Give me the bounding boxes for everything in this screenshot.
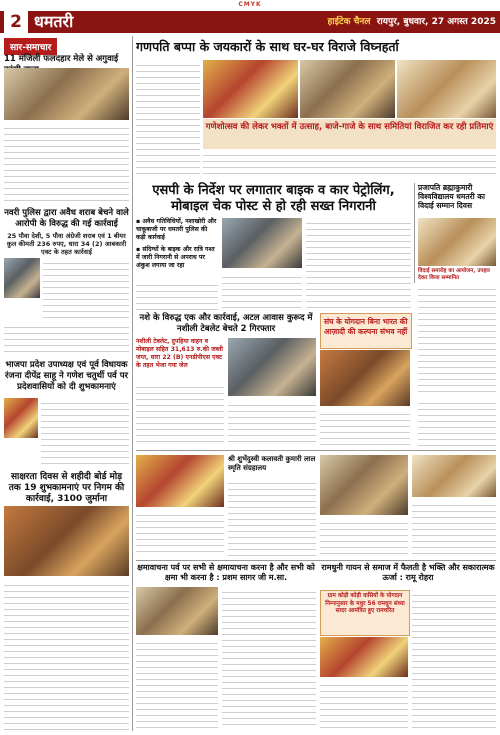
- crime-photo: [228, 338, 316, 396]
- sp-bullet-2-text: संदिग्धों के बाइक और रात्रि गश्त में जारी निगरानी से अपराध पर अंकुश लगाया जा रहा: [136, 246, 215, 269]
- issue-date: बुधवार, 27 अगस्त 2025: [403, 17, 496, 27]
- page-section-title: धमतरी: [34, 12, 74, 31]
- crime-body-col1: [136, 382, 224, 446]
- sp-body-col1: [136, 280, 218, 310]
- event-body: [412, 500, 496, 556]
- sangh-head-box: [320, 313, 412, 349]
- left-story3-photo: [4, 398, 38, 438]
- left-story1-photo: [4, 68, 129, 120]
- section-tag: सार-समाचार: [4, 38, 57, 55]
- kshama-headline: क्षमावाचना पर्व पर सभी से क्षमायाचना करना है और सभी को क्षमा भी करना है : प्रशम सागर जी म.सा.: [137, 563, 315, 582]
- sp-bullet-2: ▪ संदिग्धों के बाइक और रात्रि गश्त में जारी निगरानी से अपराध पर अंकुश लगाया जा रहा: [136, 246, 215, 269]
- left-story2-body-cont: [4, 322, 129, 356]
- ganesh-photo-1: [203, 60, 298, 118]
- kshama-photo: [136, 587, 218, 635]
- print-registration-mark: CMYK: [238, 1, 262, 8]
- sp-bullet-1-text: अवैध गतिविधियों, नशाखोरी और चाकूबाजी पर धमतरी पुलिस की कड़ी कार्रवाई: [136, 218, 217, 241]
- masthead-info: हाईटेक चैनल रायपुर, बुधवार, 27 अगस्त 2025: [327, 17, 496, 27]
- ramdhuni-photo: [320, 637, 408, 677]
- left-story4-head: साक्षरता दिवस से शहीदी बोर्ड मोड़ तक 19 शुभकामनाएं पर निगम की कार्रवाई, 3100 जुर्माना: [8, 472, 125, 504]
- section-divider: [136, 450, 496, 451]
- pooja-body-col2: [228, 478, 316, 556]
- left-story2-head: नवरी पुलिस द्वारा अवैध शराब बेचने वाले आरोपी के विरुद्ध की गई कार्रवाई: [4, 208, 129, 229]
- pooja-headline: श्री शुभेंदुस्वी कलावती कुमारी लाल स्मृति संग्रहालय: [228, 455, 316, 472]
- ramdhuni-sub-box: [320, 590, 410, 636]
- ramdhuni-body-col2: [412, 590, 496, 730]
- main-headline: गणपति बप्पा के जयकारों के साथ घर-घर विराजे विघ्नहर्ता: [136, 39, 399, 54]
- left-story4-body: [4, 580, 129, 730]
- right-story-head: प्रजापति ब्रह्माकुमारी विश्वविद्यालय धमतरी का विदाई सम्मान दिवस: [418, 183, 485, 210]
- brand-name: हाईटेक चैनल: [327, 17, 371, 27]
- left-story2-body: [43, 258, 129, 320]
- section-divider-2: [136, 560, 496, 561]
- right-divider: [414, 183, 415, 283]
- city: रायपुर: [376, 17, 397, 27]
- main-subhead-banner: गणेशोत्सव की लेकर भक्तों में उत्साह, बाजे-गाजे के साथ समितियां विराजित कर रही प्रतिमाएं: [203, 119, 496, 149]
- page-number: 2: [4, 11, 28, 33]
- main-story-body: [203, 150, 496, 178]
- right-story-body-cont: [418, 398, 496, 446]
- temple-photo: [320, 455, 408, 515]
- kshama-body-col2: [222, 587, 316, 730]
- sp-headline: एसपी के निर्देश पर लगातार बाइक व कार पेट्रोलिंग, मोबाइल चेक पोस्ट से हो रही सख्त निगरानी: [152, 183, 395, 214]
- sp-body-col2: [222, 272, 302, 310]
- left-story1-head: 11 मंजिली फलदहार मेले से अगुवाई: [4, 54, 119, 64]
- kshama-body-col1: [136, 638, 218, 730]
- sangh-headline: संघ के योगदान बिना भारत की आज़ादी की कल्पना संभव नहीं: [324, 317, 408, 336]
- ramdhuni-body-col1: [320, 680, 408, 730]
- ramdhuni-subhead: ग्राम कोड़ी कोड़ी वासियों के योगदान निम्नानुसार के मधुर 56 रामधुन संध्या सादर आमंत्रित हुए रामचरित: [325, 593, 405, 614]
- ganesh-photo-2: [300, 60, 395, 118]
- sangh-body: [320, 409, 410, 446]
- crime-subhead: नशीली टेबलेट, दुपहिया वाहन व मोबाइल सहित 31,613 रु.की जब्ती जप्त, धारा 22 (B) एनडीपीएस एक्ट के तहत भेजा गया जेल: [136, 338, 224, 369]
- sp-bullet-1: ▪ अवैध गतिविधियों, नशाखोरी और चाकूबाजी पर धमतरी पुलिस की कड़ी कार्रवाई: [136, 218, 217, 241]
- left-story2-sub: 25 पौवा देशी, 5 पौवा अंग्रेजी शराब एवं 1 बीयर कुल कीमती 236 रुपए, धारा 34 (2) आबकारी एक्ट के तहत कार्रवाई: [6, 232, 127, 256]
- left-story3-head: भाजपा प्रदेश उपाध्यक्ष एवं पूर्व विधायक रंजना दीपेंद्र साहू ने गणेश चतुर्थी पर्व पर प्रदेशवासियों को दी शुभकामनाएं: [4, 360, 129, 392]
- left-story1-body: [4, 123, 129, 205]
- main-story-body-col1: [136, 60, 200, 178]
- event-photo: [412, 455, 496, 497]
- sp-body-col3: [306, 218, 411, 310]
- temple-body: [320, 518, 408, 556]
- sp-photo: [222, 218, 302, 268]
- pooja-body-col1: [136, 510, 224, 556]
- sangh-photo: [320, 350, 410, 406]
- right-story-caption: विदाई समारोह का आयोजन, उपहार देकर किया सम्मानित: [418, 268, 491, 281]
- pooja-photo: [136, 455, 224, 507]
- right-story-photo: [418, 218, 496, 266]
- ramdhuni-headline: रामधुनी गायन से समाज में फैलती है भक्ति और सकारात्मक ऊर्जा : रामू रोहरा: [321, 563, 495, 582]
- left-story3-body: [41, 398, 129, 468]
- ganesh-photo-3: [397, 60, 496, 118]
- crime-headline: नशे के विरुद्ध एक और कार्रवाई, अटल आवास कुरूद में नशीली टेबलेट बेचते 2 गिरफ्तार: [139, 313, 313, 334]
- column-divider: [132, 36, 133, 731]
- left-story4-photo: [4, 506, 129, 576]
- crime-body-col2: [228, 400, 316, 446]
- right-story-body: [418, 284, 496, 394]
- left-story2-photo: [4, 258, 40, 298]
